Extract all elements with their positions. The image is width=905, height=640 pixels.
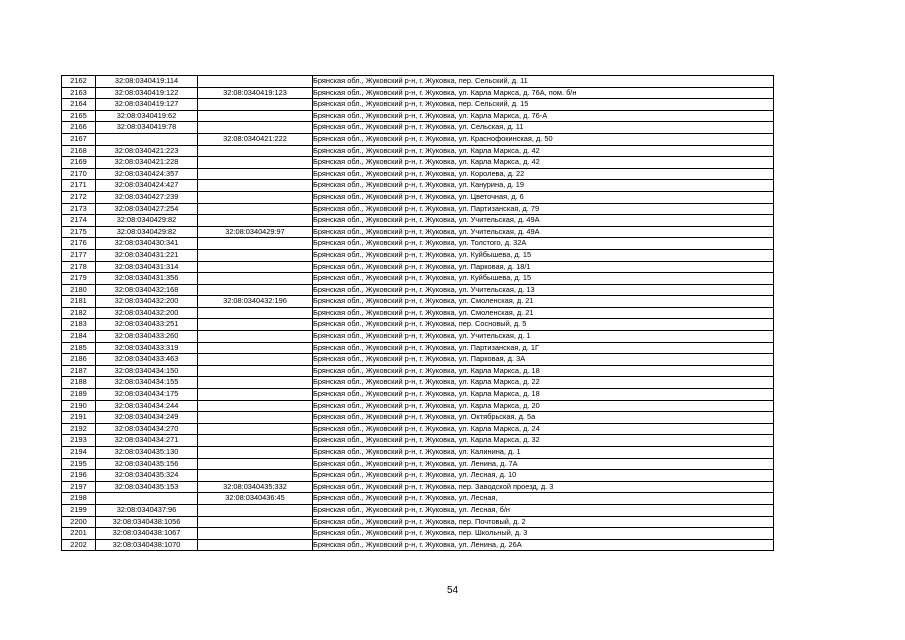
parent-cadastral-number-cell bbox=[198, 261, 313, 273]
cadastral-number-cell: 32:08:0340424:357 bbox=[96, 168, 198, 180]
table-row bbox=[62, 342, 774, 354]
cadastral-number-cell: 32:08:0340435:156 bbox=[96, 458, 198, 470]
table-row bbox=[62, 481, 774, 493]
row-number-cell: 2201 bbox=[62, 528, 96, 540]
parent-cadastral-number-cell bbox=[198, 365, 313, 377]
cadastral-number-cell bbox=[96, 133, 198, 145]
address-cell: Брянская обл., Жуковский р-н, г. Жуковка, ул. Краснофокинская, д. 50 bbox=[313, 133, 774, 145]
table-row bbox=[62, 412, 774, 424]
parent-cadastral-number-cell bbox=[198, 470, 313, 482]
parent-cadastral-number-cell bbox=[198, 342, 313, 354]
cadastral-number-cell bbox=[96, 493, 198, 505]
address-cell: Брянская обл., Жуковский р-н, г. Жуковка, ул. Лесная, bbox=[313, 493, 774, 505]
address-cell: Брянская обл., Жуковский р-н, г. Жуковка, ул. Партизанская, д. 1Г bbox=[313, 342, 774, 354]
row-number-cell: 2179 bbox=[62, 273, 96, 285]
address-cell: Брянская обл., Жуковский р-н, г. Жуковка, ул. Учительская, д. 49А bbox=[313, 215, 774, 227]
table-row bbox=[62, 284, 774, 296]
table-row bbox=[62, 133, 774, 145]
table-row bbox=[62, 203, 774, 215]
address-cell: Брянская обл., Жуковский р-н, г. Жуковка, ул. Смоленская, д. 21 bbox=[313, 296, 774, 308]
address-cell: Брянская обл., Жуковский р-н, г. Жуковка, ул. Карла Маркса, д. 76-А bbox=[313, 110, 774, 122]
cadastral-number-cell: 32:08:0340419:78 bbox=[96, 122, 198, 134]
table-row bbox=[62, 110, 774, 122]
parent-cadastral-number-cell bbox=[198, 331, 313, 343]
cadastral-number-cell: 32:08:0340430:341 bbox=[96, 238, 198, 250]
table-row bbox=[62, 528, 774, 540]
address-cell: Брянская обл., Жуковский р-н, г. Жуковка, ул. Королева, д. 22 bbox=[313, 168, 774, 180]
address-cell: Брянская обл., Жуковский р-н, г. Жуковка, ул. Сельская, д. 11 bbox=[313, 122, 774, 134]
address-cell: Брянская обл., Жуковский р-н, г. Жуковка, ул. Толстого, д. 32А bbox=[313, 238, 774, 250]
table-row bbox=[62, 261, 774, 273]
row-number-cell: 2165 bbox=[62, 110, 96, 122]
cadastral-number-cell: 32:08:0340431:221 bbox=[96, 249, 198, 261]
address-cell: Брянская обл., Жуковский р-н, г. Жуковка, ул. Карла Маркса, д. 22 bbox=[313, 377, 774, 389]
row-number-cell: 2173 bbox=[62, 203, 96, 215]
row-number-cell: 2183 bbox=[62, 319, 96, 331]
parent-cadastral-number-cell bbox=[198, 238, 313, 250]
parent-cadastral-number-cell bbox=[198, 447, 313, 459]
cadastral-number-cell: 32:08:0340437:96 bbox=[96, 504, 198, 516]
row-number-cell: 2166 bbox=[62, 122, 96, 134]
table-row bbox=[62, 458, 774, 470]
row-number-cell: 2200 bbox=[62, 516, 96, 528]
cadastral-number-cell: 32:08:0340419:122 bbox=[96, 87, 198, 99]
address-cell: Брянская обл., Жуковский р-н, г. Жуковка, ул. Лесная, д. 10 bbox=[313, 470, 774, 482]
table-row bbox=[62, 400, 774, 412]
table-row bbox=[62, 307, 774, 319]
parent-cadastral-number-cell bbox=[198, 110, 313, 122]
address-cell: Брянская обл., Жуковский р-н, г. Жуковка, пер. Заводской проезд, д. 3 bbox=[313, 481, 774, 493]
address-cell: Брянская обл., Жуковский р-н, г. Жуковка, ул. Карла Маркса, д. 24 bbox=[313, 423, 774, 435]
address-cell: Брянская обл., Жуковский р-н, г. Жуковка, ул. Карла Маркса, д. 42 bbox=[313, 157, 774, 169]
cadastral-number-cell: 32:08:0340429:82 bbox=[96, 226, 198, 238]
row-number-cell: 2164 bbox=[62, 99, 96, 111]
parent-cadastral-number-cell: 32:08:0340432:196 bbox=[198, 296, 313, 308]
address-cell: Брянская обл., Жуковский р-н, г. Жуковка, ул. Калинина, д. 1 bbox=[313, 447, 774, 459]
address-cell: Брянская обл., Жуковский р-н, г. Жуковка, ул. Канурина, д. 19 bbox=[313, 180, 774, 192]
table-row bbox=[62, 435, 774, 447]
parent-cadastral-number-cell: 32:08:0340429:97 bbox=[198, 226, 313, 238]
parent-cadastral-number-cell bbox=[198, 284, 313, 296]
row-number-cell: 2185 bbox=[62, 342, 96, 354]
table-row bbox=[62, 87, 774, 99]
address-cell: Брянская обл., Жуковский р-н, г. Жуковка, ул. Куйбышева, д. 15 bbox=[313, 273, 774, 285]
parent-cadastral-number-cell bbox=[198, 539, 313, 551]
parent-cadastral-number-cell bbox=[198, 215, 313, 227]
cadastral-number-cell: 32:08:0340427:239 bbox=[96, 191, 198, 203]
row-number-cell: 2192 bbox=[62, 423, 96, 435]
cadastral-number-cell: 32:08:0340438:1056 bbox=[96, 516, 198, 528]
address-cell: Брянская обл., Жуковский р-н, г. Жуковка, пер. Сосновый, д. 5 bbox=[313, 319, 774, 331]
table-row bbox=[62, 365, 774, 377]
parent-cadastral-number-cell bbox=[198, 168, 313, 180]
table-row bbox=[62, 157, 774, 169]
row-number-cell: 2162 bbox=[62, 76, 96, 88]
row-number-cell: 2170 bbox=[62, 168, 96, 180]
cadastral-number-cell: 32:08:0340434:150 bbox=[96, 365, 198, 377]
table-row bbox=[62, 539, 774, 551]
row-number-cell: 2190 bbox=[62, 400, 96, 412]
cadastral-number-cell: 32:08:0340432:200 bbox=[96, 307, 198, 319]
address-cell: Брянская обл., Жуковский р-н, г. Жуковка, ул. Ленина, д. 7А bbox=[313, 458, 774, 470]
address-cell: Брянская обл., Жуковский р-н, г. Жуковка, ул. Парковая, д. 18/1 bbox=[313, 261, 774, 273]
address-cell: Брянская обл., Жуковский р-н, г. Жуковка, ул. Партизанская, д. 79 bbox=[313, 203, 774, 215]
cadastral-number-cell: 32:08:0340421:228 bbox=[96, 157, 198, 169]
row-number-cell: 2171 bbox=[62, 180, 96, 192]
cadastral-number-cell: 32:08:0340433:463 bbox=[96, 354, 198, 366]
property-registry-table bbox=[61, 75, 774, 551]
row-number-cell: 2184 bbox=[62, 331, 96, 343]
parent-cadastral-number-cell: 32:08:0340419:123 bbox=[198, 87, 313, 99]
cadastral-number-cell: 32:08:0340432:168 bbox=[96, 284, 198, 296]
row-number-cell: 2191 bbox=[62, 412, 96, 424]
row-number-cell: 2182 bbox=[62, 307, 96, 319]
parent-cadastral-number-cell: 32:08:0340435:332 bbox=[198, 481, 313, 493]
cadastral-number-cell: 32:08:0340435:153 bbox=[96, 481, 198, 493]
parent-cadastral-number-cell bbox=[198, 504, 313, 516]
table-row bbox=[62, 145, 774, 157]
address-cell: Брянская обл., Жуковский р-н, г. Жуковка, ул. Лесная, б/н bbox=[313, 504, 774, 516]
row-number-cell: 2198 bbox=[62, 493, 96, 505]
table-row bbox=[62, 191, 774, 203]
row-number-cell: 2189 bbox=[62, 389, 96, 401]
cadastral-number-cell: 32:08:0340434:271 bbox=[96, 435, 198, 447]
table-row bbox=[62, 423, 774, 435]
page-number: 54 bbox=[446, 585, 459, 596]
cadastral-number-cell: 32:08:0340433:260 bbox=[96, 331, 198, 343]
cadastral-number-cell: 32:08:0340435:324 bbox=[96, 470, 198, 482]
cadastral-number-cell: 32:08:0340434:270 bbox=[96, 423, 198, 435]
cadastral-number-cell: 32:08:0340434:244 bbox=[96, 400, 198, 412]
address-cell: Брянская обл., Жуковский р-н, г. Жуковка, ул. Ленина, д. 26А bbox=[313, 539, 774, 551]
parent-cadastral-number-cell bbox=[198, 458, 313, 470]
parent-cadastral-number-cell bbox=[198, 423, 313, 435]
row-number-cell: 2195 bbox=[62, 458, 96, 470]
parent-cadastral-number-cell bbox=[198, 180, 313, 192]
row-number-cell: 2174 bbox=[62, 215, 96, 227]
address-cell: Брянская обл., Жуковский р-н, г. Жуковка, пер. Школьный, д. 3 bbox=[313, 528, 774, 540]
row-number-cell: 2196 bbox=[62, 470, 96, 482]
table-row bbox=[62, 319, 774, 331]
parent-cadastral-number-cell bbox=[198, 389, 313, 401]
cadastral-number-cell: 32:08:0340419:114 bbox=[96, 76, 198, 88]
parent-cadastral-number-cell bbox=[198, 249, 313, 261]
row-number-cell: 2176 bbox=[62, 238, 96, 250]
table-row bbox=[62, 354, 774, 366]
cadastral-number-cell: 32:08:0340434:249 bbox=[96, 412, 198, 424]
table-row bbox=[62, 180, 774, 192]
registry-table-body bbox=[62, 76, 774, 551]
parent-cadastral-number-cell bbox=[198, 400, 313, 412]
address-cell: Брянская обл., Жуковский р-н, г. Жуковка, ул. Карла Маркса, д. 18 bbox=[313, 389, 774, 401]
row-number-cell: 2169 bbox=[62, 157, 96, 169]
parent-cadastral-number-cell: 32:08:0340436:45 bbox=[198, 493, 313, 505]
table-row bbox=[62, 238, 774, 250]
cadastral-number-cell: 32:08:0340424:427 bbox=[96, 180, 198, 192]
table-row bbox=[62, 249, 774, 261]
cadastral-number-cell: 32:08:0340434:175 bbox=[96, 389, 198, 401]
table-row bbox=[62, 331, 774, 343]
parent-cadastral-number-cell bbox=[198, 354, 313, 366]
table-row bbox=[62, 389, 774, 401]
row-number-cell: 2172 bbox=[62, 191, 96, 203]
parent-cadastral-number-cell bbox=[198, 273, 313, 285]
row-number-cell: 2194 bbox=[62, 447, 96, 459]
row-number-cell: 2193 bbox=[62, 435, 96, 447]
row-number-cell: 2167 bbox=[62, 133, 96, 145]
row-number-cell: 2178 bbox=[62, 261, 96, 273]
cadastral-number-cell: 32:08:0340431:356 bbox=[96, 273, 198, 285]
row-number-cell: 2197 bbox=[62, 481, 96, 493]
table-row bbox=[62, 504, 774, 516]
cadastral-number-cell: 32:08:0340438:1067 bbox=[96, 528, 198, 540]
table-row bbox=[62, 99, 774, 111]
address-cell: Брянская обл., Жуковский р-н, г. Жуковка, ул. Карла Маркса, д. 18 bbox=[313, 365, 774, 377]
table-row bbox=[62, 122, 774, 134]
table-row bbox=[62, 296, 774, 308]
address-cell: Брянская обл., Жуковский р-н, г. Жуковка, ул. Учительская, д. 1 bbox=[313, 331, 774, 343]
parent-cadastral-number-cell bbox=[198, 319, 313, 331]
cadastral-number-cell: 32:08:0340431:314 bbox=[96, 261, 198, 273]
table-row bbox=[62, 226, 774, 238]
cadastral-number-cell: 32:08:0340433:251 bbox=[96, 319, 198, 331]
row-number-cell: 2187 bbox=[62, 365, 96, 377]
table-row bbox=[62, 470, 774, 482]
parent-cadastral-number-cell bbox=[198, 145, 313, 157]
cadastral-number-cell: 32:08:0340434:155 bbox=[96, 377, 198, 389]
row-number-cell: 2180 bbox=[62, 284, 96, 296]
address-cell: Брянская обл., Жуковский р-н, г. Жуковка, пер. Сельский, д. 15 bbox=[313, 99, 774, 111]
row-number-cell: 2177 bbox=[62, 249, 96, 261]
parent-cadastral-number-cell: 32:08:0340421:222 bbox=[198, 133, 313, 145]
parent-cadastral-number-cell bbox=[198, 528, 313, 540]
parent-cadastral-number-cell bbox=[198, 99, 313, 111]
parent-cadastral-number-cell bbox=[198, 76, 313, 88]
address-cell: Брянская обл., Жуковский р-н, г. Жуковка, ул. Цветочная, д. 6 bbox=[313, 191, 774, 203]
parent-cadastral-number-cell bbox=[198, 307, 313, 319]
address-cell: Брянская обл., Жуковский р-н, г. Жуковка, ул. Карла Маркса, д. 20 bbox=[313, 400, 774, 412]
table-row bbox=[62, 215, 774, 227]
address-cell: Брянская обл., Жуковский р-н, г. Жуковка, пер. Сельский, д. 11 bbox=[313, 76, 774, 88]
parent-cadastral-number-cell bbox=[198, 191, 313, 203]
cadastral-number-cell: 32:08:0340432:200 bbox=[96, 296, 198, 308]
cadastral-number-cell: 32:08:0340435:130 bbox=[96, 447, 198, 459]
address-cell: Брянская обл., Жуковский р-н, г. Жуковка, ул. Карла Маркса, д. 42 bbox=[313, 145, 774, 157]
row-number-cell: 2168 bbox=[62, 145, 96, 157]
address-cell: Брянская обл., Жуковский р-н, г. Жуковка, ул. Карла Маркса, д. 76А, пом. б/н bbox=[313, 87, 774, 99]
address-cell: Брянская обл., Жуковский р-н, г. Жуковка, пер. Почтовый, д. 2 bbox=[313, 516, 774, 528]
table-row bbox=[62, 447, 774, 459]
row-number-cell: 2181 bbox=[62, 296, 96, 308]
table-row bbox=[62, 76, 774, 88]
row-number-cell: 2186 bbox=[62, 354, 96, 366]
table-row bbox=[62, 377, 774, 389]
table-row bbox=[62, 168, 774, 180]
row-number-cell: 2175 bbox=[62, 226, 96, 238]
parent-cadastral-number-cell bbox=[198, 203, 313, 215]
cadastral-number-cell: 32:08:0340421:223 bbox=[96, 145, 198, 157]
row-number-cell: 2202 bbox=[62, 539, 96, 551]
parent-cadastral-number-cell bbox=[198, 377, 313, 389]
address-cell: Брянская обл., Жуковский р-н, г. Жуковка, ул. Учительская, д. 13 bbox=[313, 284, 774, 296]
address-cell: Брянская обл., Жуковский р-н, г. Жуковка, ул. Октябрьская, д. 5а bbox=[313, 412, 774, 424]
parent-cadastral-number-cell bbox=[198, 435, 313, 447]
address-cell: Брянская обл., Жуковский р-н, г. Жуковка, ул. Карла Маркса, д. 32 bbox=[313, 435, 774, 447]
address-cell: Брянская обл., Жуковский р-н, г. Жуковка, ул. Парковая, д. 3А bbox=[313, 354, 774, 366]
cadastral-number-cell: 32:08:0340419:127 bbox=[96, 99, 198, 111]
parent-cadastral-number-cell bbox=[198, 516, 313, 528]
table-row bbox=[62, 493, 774, 505]
cadastral-number-cell: 32:08:0340419:62 bbox=[96, 110, 198, 122]
row-number-cell: 2199 bbox=[62, 504, 96, 516]
table-row bbox=[62, 273, 774, 285]
cadastral-number-cell: 32:08:0340427:254 bbox=[96, 203, 198, 215]
cadastral-number-cell: 32:08:0340438:1070 bbox=[96, 539, 198, 551]
parent-cadastral-number-cell bbox=[198, 122, 313, 134]
cadastral-number-cell: 32:08:0340429:82 bbox=[96, 215, 198, 227]
row-number-cell: 2188 bbox=[62, 377, 96, 389]
address-cell: Брянская обл., Жуковский р-н, г. Жуковка, ул. Куйбышева, д. 15 bbox=[313, 249, 774, 261]
address-cell: Брянская обл., Жуковский р-н, г. Жуковка, ул. Смоленская, д. 21 bbox=[313, 307, 774, 319]
parent-cadastral-number-cell bbox=[198, 157, 313, 169]
parent-cadastral-number-cell bbox=[198, 412, 313, 424]
cadastral-number-cell: 32:08:0340433:319 bbox=[96, 342, 198, 354]
table-row bbox=[62, 516, 774, 528]
row-number-cell: 2163 bbox=[62, 87, 96, 99]
address-cell: Брянская обл., Жуковский р-н, г. Жуковка, ул. Учительская, д. 49А bbox=[313, 226, 774, 238]
